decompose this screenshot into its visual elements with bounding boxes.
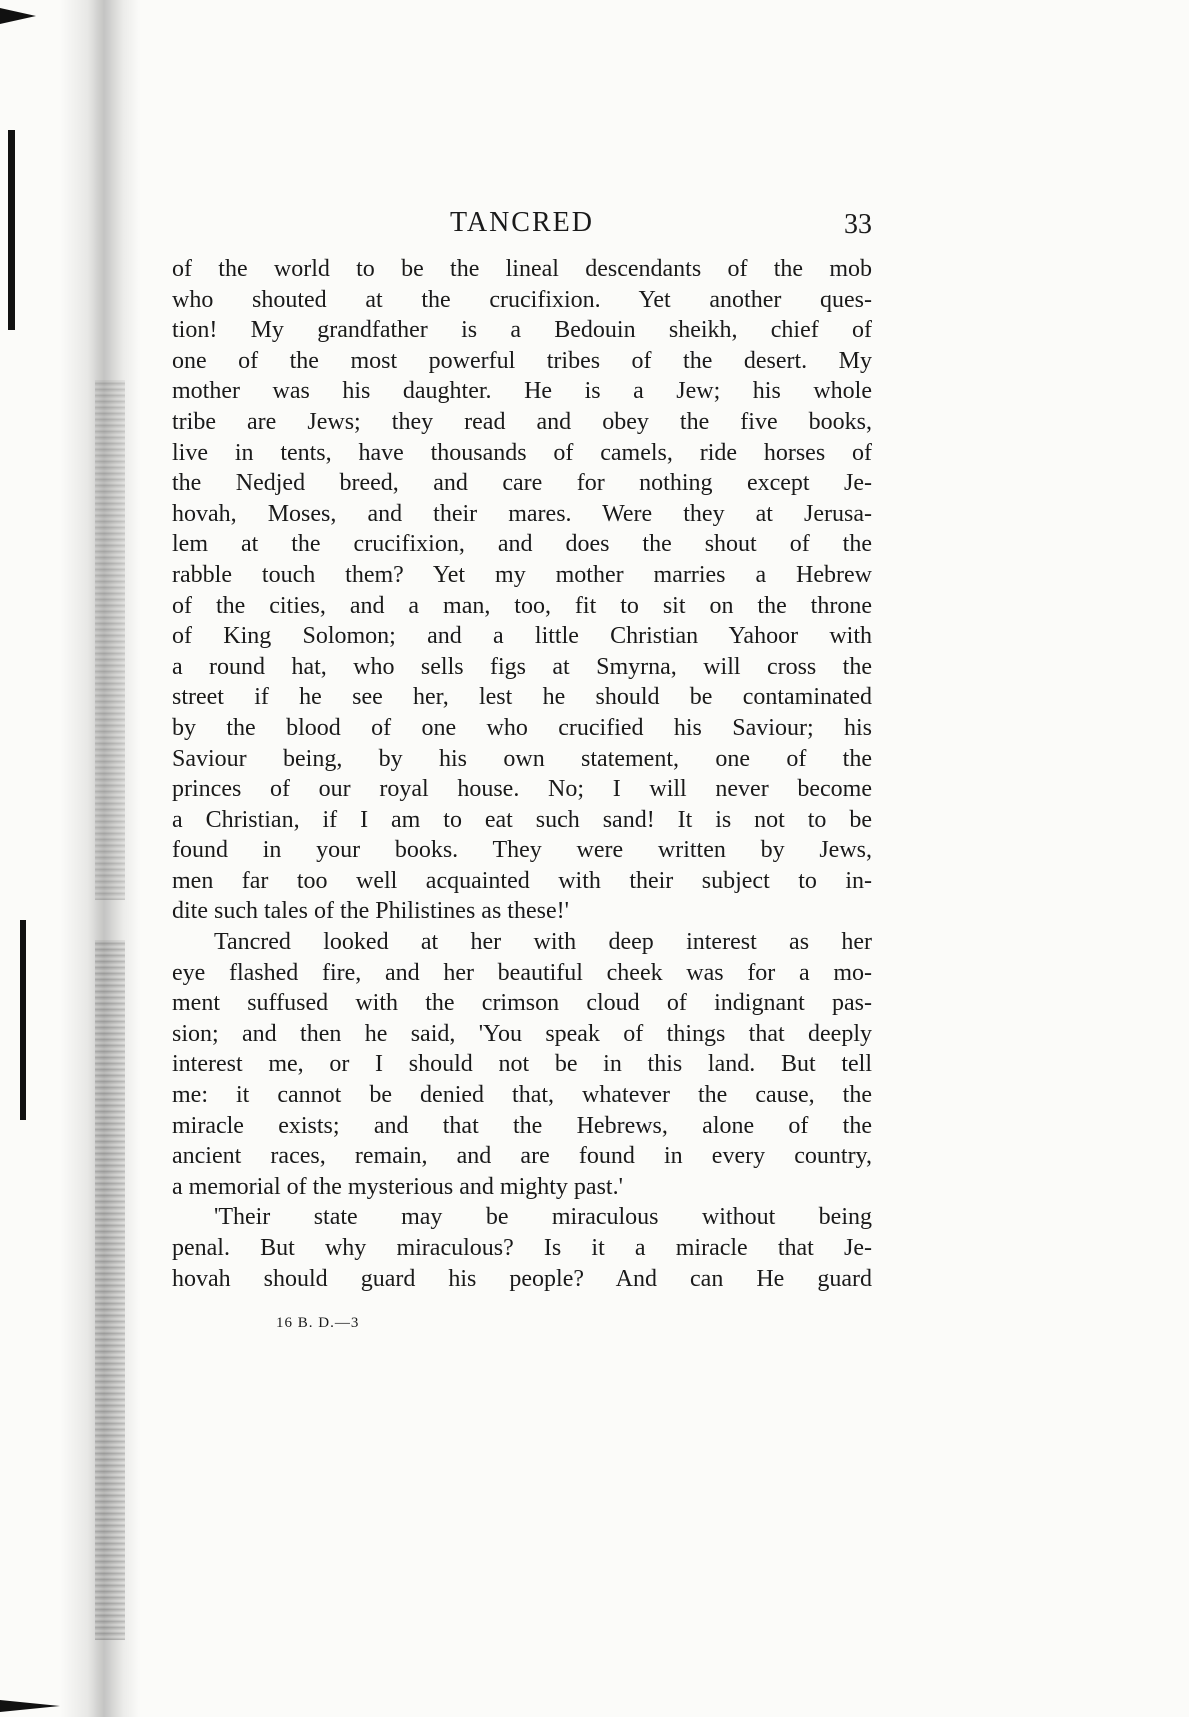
text-line: rabble touch them? Yet my mother marries a Hebrew <box>172 561 872 588</box>
edge-corner-bottom <box>0 1700 60 1712</box>
text-line: of the world to be the lineal descendants of the mob <box>172 256 872 282</box>
text-line: princes of our royal house. No; I will never become <box>172 776 872 803</box>
signature-mark: 16 B. D.—3 <box>276 1315 360 1331</box>
text-line: hovah should guard his people? And can He guard <box>172 1265 872 1292</box>
text-line: found in your books. They were written by Jews, <box>172 837 872 864</box>
text-line: mother was his daughter. He is a Jew; his whole <box>172 378 872 405</box>
text-line: penal. But why miraculous? Is it a miracle that Je- <box>172 1235 872 1261</box>
text-line: street if he see her, lest he should be contaminated <box>172 684 872 711</box>
text-line-paragraph-end: dite such tales of the Philistines as these!' <box>172 898 569 925</box>
text-line: live in tents, have thousands of camels, ride horses of <box>172 439 872 466</box>
text-line: a Christian, if I am to eat such sand! It is not to be <box>172 806 872 833</box>
text-line: by the blood of one who crucified his Saviour; his <box>172 714 872 741</box>
page-number: 33 <box>844 209 872 240</box>
body-text <box>172 254 872 1294</box>
text-line: hovah, Moses, and their mares. Were they at Jerusa- <box>172 500 872 527</box>
text-line: men far too well acquainted with their subject to in- <box>172 867 872 894</box>
text-line: ment suffused with the crimson cloud of indignant pas- <box>172 990 872 1017</box>
gutter-noise-upper <box>95 380 125 900</box>
text-line-paragraph-start: 'Their state may be miraculous without being <box>214 1204 872 1231</box>
text-line: lem at the crucifixion, and does the shout of the <box>172 531 872 558</box>
gutter-noise-lower <box>95 940 125 1640</box>
text-line: sion; and then he said, 'You speak of things that deeply <box>172 1020 872 1047</box>
text-line: one of the most powerful tribes of the desert. My <box>172 347 872 374</box>
edge-corner-top <box>0 8 36 24</box>
text-line: the Nedjed breed, and care for nothing except Je- <box>172 470 872 497</box>
running-head <box>172 206 872 246</box>
text-line: of King Solomon; and a little Christian Yahoor with <box>172 623 872 650</box>
text-line: tribe are Jews; they read and obey the five books, <box>172 408 872 435</box>
text-line: who shouted at the crucifixion. Yet another ques- <box>172 286 872 313</box>
text-line-paragraph-start: Tancred looked at her with deep interest as her <box>214 929 872 956</box>
edge-mark-upper <box>8 130 15 330</box>
text-line: a round hat, who sells figs at Smyrna, will cross the <box>172 653 872 680</box>
text-line: me: it cannot be denied that, whatever the cause, the <box>172 1082 872 1109</box>
text-line-paragraph-end: a memorial of the mysterious and mighty past.' <box>172 1173 623 1200</box>
text-line: Saviour being, by his own statement, one of the <box>172 745 872 772</box>
text-line: interest me, or I should not be in this land. But tell <box>172 1051 872 1078</box>
text-line: eye flashed fire, and her beautiful cheek was for a mo- <box>172 959 872 986</box>
text-line: miracle exists; and that the Hebrews, alone of the <box>172 1112 872 1139</box>
running-title: TANCRED <box>450 207 594 238</box>
text-line: ancient races, remain, and are found in every country, <box>172 1143 872 1170</box>
text-line: tion! My grandfather is a Bedouin sheikh, chief of <box>172 317 872 344</box>
text-line: of the cities, and a man, too, fit to sit on the throne <box>172 592 872 619</box>
edge-mark-lower <box>20 920 26 1120</box>
